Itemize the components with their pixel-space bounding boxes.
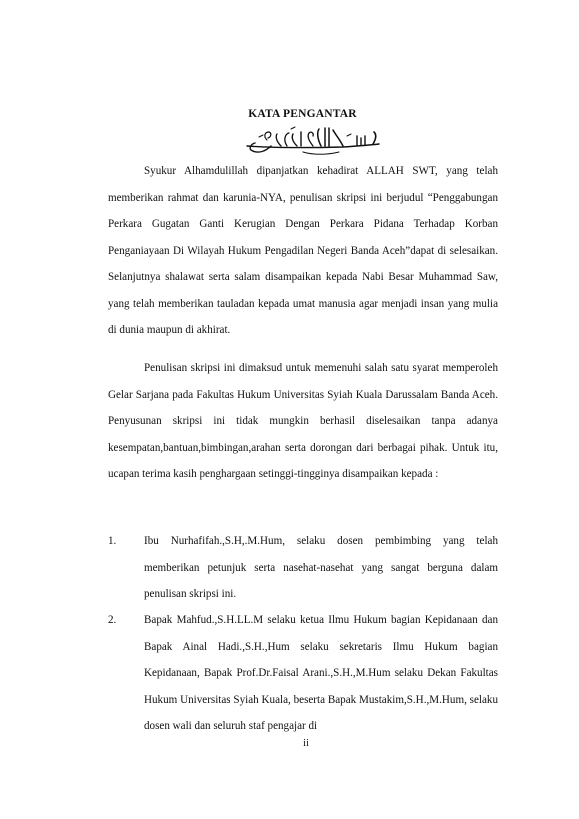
list-item-text: Bapak Mahfud.,S.H.LL.M selaku ketua Ilmu Hukum bagian Kepidanaan dan Bapak Ainal Hadi.,S.H.,Hum selaku sekretaris Ilmu Hukum bagian Kepidanaan, Bapak Prof.Dr.Faisal Arani.,S.H.,M.Hum selaku Dekan Fakultas Hukum Universitas Syiah Kuala, beserta Bapak Mustakim,S.H.,M.Hum, selaku dosen wali dan seluruh staf pengajar di bbox=[144, 614, 498, 732]
paragraph-2 bbox=[108, 355, 498, 488]
page-title: KATA PENGANTAR bbox=[248, 108, 357, 120]
paragraph-1-text: Syukur Alhamdulillah dipanjatkan kehadirat ALLAH SWT, yang telah memberikan rahmat dan karunia-NYA, penulisan skripsi ini berjudul “Penggabungan Perkara Gugatan Ganti Kerugian Dengan Perkara Pidana Terhadap Korban Penganiayaan Di Wilayah Hukum Pengadilan Negeri Banda Aceh”dapat di selesaikan. Selanjutnya shalawat serta salam disampaikan kepada Nabi Besar Muhammad Saw, yang telah memberikan tauladan kepada umat manusia agar menjadi insan yang mulia di dunia maupun di akhirat. bbox=[108, 165, 498, 336]
list-item-number: 1. bbox=[108, 535, 117, 547]
list-item-number: 2. bbox=[108, 614, 117, 626]
page-number: ii bbox=[303, 738, 309, 749]
paragraph-1 bbox=[108, 158, 498, 344]
list-item-text: Ibu Nurhafifah.,S.H,.M.Hum, selaku dosen pembimbing yang telah memberikan petunjuk serta nasehat-nasehat yang sangat berguna dalam penulisan skripsi ini. bbox=[144, 535, 498, 600]
paragraph-2-text: Penulisan skripsi ini dimaksud untuk memenuhi salah satu syarat memperoleh Gelar Sarjana pada Fakultas Hukum Universitas Syiah Kuala Darussalam Banda Aceh. Penyusunan skripsi ini tidak mungkin berhasil diselesaikan tanpa adanya kesempatan,bantuan,bimbingan,arahan serta dorongan dari berbagai pihak. Untuk itu, ucapan terima kasih penghargaan setinggi-tingginya disampaikan kepada : bbox=[108, 362, 498, 480]
basmala-calligraphy bbox=[243, 124, 383, 158]
